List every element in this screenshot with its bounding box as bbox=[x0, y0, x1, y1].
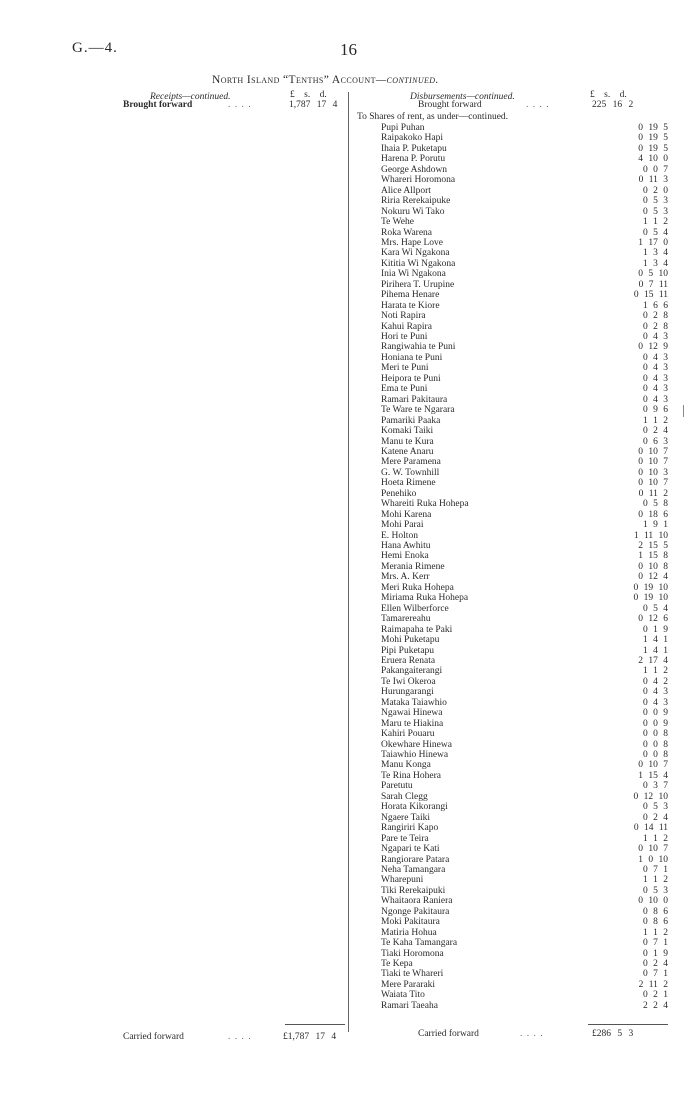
entry-name: Mataka Taiawhio bbox=[381, 697, 447, 708]
table-row bbox=[0, 342, 700, 352]
entry-name: Mrs. A. Kerr bbox=[381, 572, 430, 583]
entry-amount: 0 4 3 bbox=[643, 363, 668, 374]
disbursements-carried-forward-label: Carried forward bbox=[418, 1029, 479, 1039]
disbursements-carried-forward-amount: £286 5 3 bbox=[592, 1029, 634, 1039]
entry-amount: 0 7 1 bbox=[643, 969, 668, 980]
entry-amount: 1 1 2 bbox=[643, 833, 668, 844]
entry-name: Hemi Enoka bbox=[381, 551, 429, 562]
table-row bbox=[0, 217, 700, 227]
entry-name: Hurungarangi bbox=[381, 687, 434, 698]
table-row bbox=[0, 855, 700, 865]
entry-name: Honiana te Puni bbox=[381, 352, 443, 363]
entry-amount: 0 5 4 bbox=[643, 603, 668, 614]
table-row bbox=[0, 248, 700, 258]
table-row bbox=[0, 437, 700, 447]
entry-amount: 0 10 8 bbox=[638, 561, 668, 572]
entry-amount: 0 4 3 bbox=[643, 384, 668, 395]
table-row bbox=[0, 583, 700, 593]
table-row bbox=[0, 499, 700, 509]
table-row bbox=[0, 290, 700, 300]
entry-name: Kititia Wi Ngakona bbox=[381, 258, 456, 269]
entry-amount: 0 11 2 bbox=[638, 488, 668, 499]
table-row bbox=[0, 687, 700, 697]
entry-amount: 1 1 2 bbox=[643, 415, 668, 426]
entry-amount: 0 10 0 bbox=[638, 896, 668, 907]
entry-amount: 0 19 10 bbox=[633, 593, 668, 604]
entry-amount: 0 4 3 bbox=[643, 394, 668, 405]
entry-amount: 1 0 10 bbox=[638, 854, 668, 865]
entry-amount: 0 0 8 bbox=[643, 750, 668, 760]
table-row bbox=[0, 949, 700, 959]
table-row bbox=[0, 917, 700, 927]
table-row bbox=[0, 677, 700, 687]
entry-name: Sarah Clegg bbox=[381, 791, 428, 802]
entry-amount: 0 10 7 bbox=[638, 478, 668, 489]
entry-amount: 2 2 4 bbox=[643, 1000, 668, 1011]
receipts-brought-forward-dots: . . . . bbox=[228, 100, 252, 110]
entry-name: Pihema Henare bbox=[381, 290, 440, 301]
entry-name: Whareiti Ruka Hohepa bbox=[381, 499, 469, 510]
entry-name: Rangiriri Kapo bbox=[381, 823, 439, 834]
table-row bbox=[0, 666, 700, 676]
entry-name: Mrs. Hape Love bbox=[381, 237, 443, 248]
entry-name: Okewhare Hinewa bbox=[381, 739, 452, 750]
receipts-carried-forward-amount: £1,787 17 4 bbox=[283, 1032, 337, 1042]
entry-amount: 0 5 3 bbox=[643, 802, 668, 813]
entry-amount: 1 3 4 bbox=[643, 258, 668, 269]
entry-amount: 0 2 4 bbox=[643, 812, 668, 823]
entry-name: Paretutu bbox=[381, 781, 413, 792]
entry-name: Rangiorare Patara bbox=[381, 854, 450, 865]
entry-name: Whaitaora Raniera bbox=[381, 896, 453, 907]
entry-amount: 0 1 9 bbox=[643, 948, 668, 959]
table-row bbox=[0, 823, 700, 833]
entry-amount: 0 19 10 bbox=[633, 582, 668, 593]
entry-amount: 0 12 6 bbox=[638, 614, 668, 625]
disbursements-heading: Disbursements—continued. bbox=[410, 92, 515, 102]
entry-name: Roka Warena bbox=[381, 227, 433, 238]
entry-name: Hori te Puni bbox=[381, 332, 428, 342]
entry-amount: 1 15 4 bbox=[638, 770, 668, 781]
table-row bbox=[0, 468, 700, 478]
entry-amount: 0 5 3 bbox=[643, 885, 668, 896]
receipts-heading: Receipts—continued. bbox=[150, 92, 231, 102]
entry-amount: 0 2 1 bbox=[643, 990, 668, 1001]
entry-name: Mohi Karena bbox=[381, 509, 432, 520]
entry-amount: 0 8 6 bbox=[643, 917, 668, 928]
table-row bbox=[0, 311, 700, 321]
entry-amount: 0 4 3 bbox=[643, 332, 668, 342]
entry-amount: 1 4 1 bbox=[643, 635, 668, 646]
entry-amount: 0 15 11 bbox=[633, 290, 668, 301]
entry-name: Moki Pakitaura bbox=[381, 917, 440, 928]
table-row bbox=[0, 238, 700, 248]
table-row bbox=[0, 562, 700, 572]
entry-amount: 0 11 3 bbox=[638, 175, 668, 186]
entry-amount: 1 1 2 bbox=[643, 927, 668, 938]
table-row bbox=[0, 269, 700, 279]
table-row bbox=[0, 875, 700, 885]
table-row bbox=[0, 604, 700, 614]
entry-name: Te Kaha Tamangara bbox=[381, 938, 458, 949]
table-row bbox=[0, 646, 700, 656]
entry-amount: 0 2 8 bbox=[643, 321, 668, 332]
entry-name: Maru te Hiakina bbox=[381, 718, 444, 729]
entry-amount: 2 15 5 bbox=[638, 541, 668, 551]
entry-name: Hoeta Rimene bbox=[381, 478, 436, 489]
disbursements-brought-forward-dots: . . . . bbox=[526, 100, 550, 110]
table-row bbox=[0, 844, 700, 854]
table-row bbox=[0, 426, 700, 436]
table-row bbox=[0, 729, 700, 739]
entry-amount: 0 19 5 bbox=[638, 143, 668, 154]
entry-name: Penehiko bbox=[381, 488, 417, 499]
entry-amount: 1 17 0 bbox=[638, 237, 668, 248]
table-row bbox=[0, 332, 700, 342]
entry-name: Waiata Tito bbox=[381, 990, 425, 1001]
entry-name: Whareri Horomona bbox=[381, 175, 456, 186]
entry-amount: 0 8 6 bbox=[643, 906, 668, 917]
entry-name: Tiki Rerekaipuki bbox=[381, 885, 446, 896]
entry-name: Wharepuni bbox=[381, 875, 424, 886]
table-row bbox=[0, 593, 700, 603]
binding-mark bbox=[683, 405, 684, 417]
entry-name: Merania Rimene bbox=[381, 561, 445, 572]
table-row bbox=[0, 457, 700, 467]
disbursements-brought-forward-amount: 225 16 2 bbox=[592, 100, 634, 110]
disbursements-carried-forward-dots: . . . . bbox=[520, 1029, 544, 1039]
table-row bbox=[0, 802, 700, 812]
table-row bbox=[0, 489, 700, 499]
entry-amount: 0 0 7 bbox=[643, 164, 668, 175]
table-row bbox=[0, 719, 700, 729]
receipts-currency-header: £ s. d. bbox=[290, 90, 327, 100]
table-row bbox=[0, 551, 700, 561]
entry-name: Ngaere Taiki bbox=[381, 812, 431, 823]
receipts-brought-forward-label: Brought forward bbox=[123, 100, 193, 110]
entry-name: Ramari Taeaha bbox=[381, 1000, 438, 1011]
table-row bbox=[0, 907, 700, 917]
table-row bbox=[0, 740, 700, 750]
entry-name: Ellen Wilberforce bbox=[381, 603, 449, 614]
entry-amount: 0 0 9 bbox=[643, 718, 668, 729]
entry-name: Riria Rerekaipuke bbox=[381, 196, 451, 207]
entry-amount: 0 4 3 bbox=[643, 373, 668, 384]
table-row bbox=[0, 520, 700, 530]
table-row bbox=[0, 750, 700, 760]
entry-amount: 0 12 4 bbox=[638, 572, 668, 583]
entry-name: Te Ware te Ngarara bbox=[381, 405, 455, 416]
entry-amount: 0 4 3 bbox=[643, 687, 668, 698]
table-row bbox=[0, 510, 700, 520]
disbursements-total-rule bbox=[588, 1024, 668, 1025]
table-row bbox=[0, 928, 700, 938]
table-row bbox=[0, 228, 700, 238]
entry-name: Inia Wi Ngakona bbox=[381, 269, 446, 280]
entry-name: Ramari Pakitaura bbox=[381, 394, 448, 405]
entry-amount: 0 2 8 bbox=[643, 311, 668, 322]
entry-amount: 1 1 2 bbox=[643, 217, 668, 228]
entry-amount: 1 6 6 bbox=[643, 300, 668, 311]
entry-amount: 0 7 1 bbox=[643, 938, 668, 949]
table-row bbox=[0, 969, 700, 979]
entry-name: Te Kepa bbox=[381, 959, 413, 969]
entry-name: Kahui Rapira bbox=[381, 321, 432, 332]
entry-name: Te Rina Hohera bbox=[381, 770, 442, 781]
table-row bbox=[0, 792, 700, 802]
entry-name: Neha Tamangara bbox=[381, 864, 446, 875]
entry-amount: 1 1 2 bbox=[643, 875, 668, 886]
entry-name: Meri te Puni bbox=[381, 363, 429, 374]
entry-amount: 0 9 6 bbox=[643, 405, 668, 416]
entry-name: Heipora te Puni bbox=[381, 373, 441, 384]
entry-amount: 1 9 1 bbox=[643, 520, 668, 531]
entry-amount: 0 0 8 bbox=[643, 729, 668, 740]
table-row bbox=[0, 698, 700, 708]
entry-name: Manu Konga bbox=[381, 760, 431, 771]
entry-name: Mohi Puketapu bbox=[381, 635, 440, 646]
entry-name: Horata Kikorangi bbox=[381, 802, 448, 813]
entry-name: Pirihera T. Urupine bbox=[381, 279, 455, 290]
entry-amount: 0 19 5 bbox=[638, 123, 668, 133]
entry-name: Manu te Kura bbox=[381, 436, 434, 447]
table-row bbox=[0, 123, 700, 133]
entry-amount: 0 5 3 bbox=[643, 206, 668, 217]
entry-name: Rangiwahia te Puni bbox=[381, 342, 456, 353]
entry-amount: 0 2 4 bbox=[643, 426, 668, 437]
receipts-brought-forward-amount: 1,787 17 4 bbox=[289, 100, 338, 110]
entry-amount: 0 18 6 bbox=[638, 509, 668, 520]
entry-amount: 0 7 11 bbox=[638, 279, 668, 290]
entry-amount: 0 19 5 bbox=[638, 133, 668, 144]
table-row bbox=[0, 531, 700, 541]
entry-name: Mere Paramena bbox=[381, 457, 441, 468]
entry-amount: 0 12 10 bbox=[633, 791, 668, 802]
entry-name: Pupi Puhan bbox=[381, 123, 425, 133]
entry-name: Pare te Teira bbox=[381, 833, 429, 844]
entry-name: Pakangaiterangi bbox=[381, 666, 443, 677]
entry-amount: 0 4 3 bbox=[643, 352, 668, 363]
entry-name: Miriama Ruka Hohepa bbox=[381, 593, 469, 604]
table-row bbox=[0, 196, 700, 206]
entry-name: E. Holton bbox=[381, 530, 418, 541]
table-row bbox=[0, 760, 700, 770]
table-row bbox=[0, 990, 700, 1000]
receipts-total-rule bbox=[285, 1024, 345, 1025]
disbursements-brought-forward-label: Brought forward bbox=[418, 100, 482, 110]
entry-name: Pipi Puketapu bbox=[381, 645, 435, 656]
entry-name: Raipakoko Hapi bbox=[381, 133, 444, 144]
entry-amount: 1 15 8 bbox=[638, 551, 668, 562]
table-row bbox=[0, 959, 700, 969]
entry-name: Ihaia P. Puketapu bbox=[381, 143, 447, 154]
table-row bbox=[0, 384, 700, 394]
entry-name: Komaki Taiki bbox=[381, 426, 434, 437]
table-row bbox=[0, 144, 700, 154]
table-row bbox=[0, 133, 700, 143]
table-row bbox=[0, 363, 700, 373]
entry-amount: 0 10 7 bbox=[638, 457, 668, 468]
table-row bbox=[0, 322, 700, 332]
entry-name: Ngonge Pakitaura bbox=[381, 906, 450, 917]
entry-name: Raimapaha te Paki bbox=[381, 624, 453, 635]
table-row bbox=[0, 395, 700, 405]
entry-name: G. W. Townhill bbox=[381, 467, 440, 478]
entry-amount: 4 10 0 bbox=[638, 154, 668, 165]
page-title bbox=[212, 74, 439, 86]
entry-amount: 0 0 8 bbox=[643, 739, 668, 750]
entry-amount: 0 2 0 bbox=[643, 185, 668, 196]
entry-amount: 0 14 11 bbox=[633, 823, 668, 834]
table-row bbox=[0, 478, 700, 488]
table-row bbox=[0, 447, 700, 457]
title-suffix: —continued. bbox=[375, 74, 439, 86]
table-row bbox=[0, 165, 700, 175]
entry-amount: 0 7 1 bbox=[643, 864, 668, 875]
entry-name: Mohi Parai bbox=[381, 520, 424, 531]
entry-amount: 0 4 2 bbox=[643, 676, 668, 687]
table-row bbox=[0, 938, 700, 948]
entry-amount: 0 1 9 bbox=[643, 624, 668, 635]
table-row bbox=[0, 416, 700, 426]
entry-name: George Ashdown bbox=[381, 164, 448, 175]
shares-section-label: To Shares of rent, as under—continued. bbox=[357, 112, 509, 122]
table-row bbox=[0, 259, 700, 269]
table-row bbox=[0, 771, 700, 781]
table-row bbox=[0, 886, 700, 896]
page-reference: G.—4. bbox=[72, 40, 118, 56]
entry-amount: 0 10 7 bbox=[638, 760, 668, 771]
entry-amount: 0 10 7 bbox=[638, 844, 668, 855]
table-row bbox=[0, 708, 700, 718]
table-row bbox=[0, 896, 700, 906]
table-row bbox=[0, 656, 700, 666]
table-row bbox=[0, 280, 700, 290]
table-row bbox=[0, 541, 700, 551]
entry-amount: 0 10 3 bbox=[638, 467, 668, 478]
table-row bbox=[0, 207, 700, 217]
table-row bbox=[0, 781, 700, 791]
entry-amount: 0 5 4 bbox=[643, 227, 668, 238]
entry-name: Ema te Puni bbox=[381, 384, 428, 395]
entry-name: Harena P. Porutu bbox=[381, 154, 446, 165]
entry-name: Eruera Renata bbox=[381, 655, 436, 666]
entry-name: Noti Rapira bbox=[381, 311, 426, 322]
entry-name: Taiawhio Hinewa bbox=[381, 750, 449, 760]
entry-name: Harata te Kiore bbox=[381, 300, 440, 311]
table-row bbox=[0, 813, 700, 823]
entry-name: Hana Awhitu bbox=[381, 541, 431, 551]
table-row bbox=[0, 175, 700, 185]
entry-amount: 0 0 9 bbox=[643, 708, 668, 719]
table-row bbox=[0, 1001, 700, 1011]
table-row bbox=[0, 154, 700, 164]
entry-amount: 1 4 1 bbox=[643, 645, 668, 656]
entry-name: Mere Pararaki bbox=[381, 979, 436, 990]
entry-name: Kara Wi Ngakona bbox=[381, 248, 450, 259]
table-row bbox=[0, 186, 700, 196]
table-row bbox=[0, 353, 700, 363]
entry-amount: 1 1 2 bbox=[643, 666, 668, 677]
entry-name: Tiaki te Whareri bbox=[381, 969, 444, 980]
entry-name: Ngawai Hinewa bbox=[381, 708, 443, 719]
entry-name: Te Wehe bbox=[381, 217, 414, 228]
table-row bbox=[0, 865, 700, 875]
entry-amount: 1 3 4 bbox=[643, 248, 668, 259]
entry-amount: 0 4 3 bbox=[643, 697, 668, 708]
table-row bbox=[0, 834, 700, 844]
entry-amount: 0 6 3 bbox=[643, 436, 668, 447]
entry-name: Alice Allport bbox=[381, 185, 431, 196]
receipts-carried-forward-dots: . . . . bbox=[228, 1032, 252, 1042]
table-row bbox=[0, 980, 700, 990]
entry-name: Pamariki Paaka bbox=[381, 415, 441, 426]
entry-name: Tamarereahu bbox=[381, 614, 431, 625]
entry-name: Nokuru Wi Tako bbox=[381, 206, 445, 217]
table-row bbox=[0, 374, 700, 384]
table-row bbox=[0, 625, 700, 635]
disbursements-currency-header: £ s. d. bbox=[590, 90, 627, 100]
entry-amount: 0 10 7 bbox=[638, 446, 668, 457]
entry-name: Te Iwi Okeroa bbox=[381, 676, 436, 687]
entry-amount: 0 2 4 bbox=[643, 959, 668, 969]
entry-amount: 2 11 2 bbox=[638, 979, 668, 990]
entry-name: Meri Ruka Hohepa bbox=[381, 582, 454, 593]
table-row bbox=[0, 405, 700, 415]
entry-amount: 0 5 8 bbox=[643, 499, 668, 510]
table-row bbox=[0, 572, 700, 582]
table-row bbox=[0, 635, 700, 645]
receipts-carried-forward-label: Carried forward bbox=[123, 1032, 184, 1042]
title-main: North Island “Tenths” Account bbox=[212, 74, 376, 86]
entry-name: Katene Anaru bbox=[381, 446, 434, 457]
entry-amount: 2 17 4 bbox=[638, 655, 668, 666]
entry-amount: 0 12 9 bbox=[638, 342, 668, 353]
entry-name: Tiaki Horomona bbox=[381, 948, 444, 959]
entry-amount: 1 11 10 bbox=[633, 530, 668, 541]
page-number: 16 bbox=[340, 40, 357, 59]
table-row bbox=[0, 614, 700, 624]
entry-amount: 0 5 10 bbox=[638, 269, 668, 280]
entry-amount: 0 3 7 bbox=[643, 781, 668, 792]
entry-name: Kahiri Pouaru bbox=[381, 729, 435, 740]
table-row bbox=[0, 301, 700, 311]
entry-amount: 0 5 3 bbox=[643, 196, 668, 207]
entry-name: Ngapari te Kati bbox=[381, 844, 440, 855]
entry-name: Matiria Hohua bbox=[381, 927, 437, 938]
